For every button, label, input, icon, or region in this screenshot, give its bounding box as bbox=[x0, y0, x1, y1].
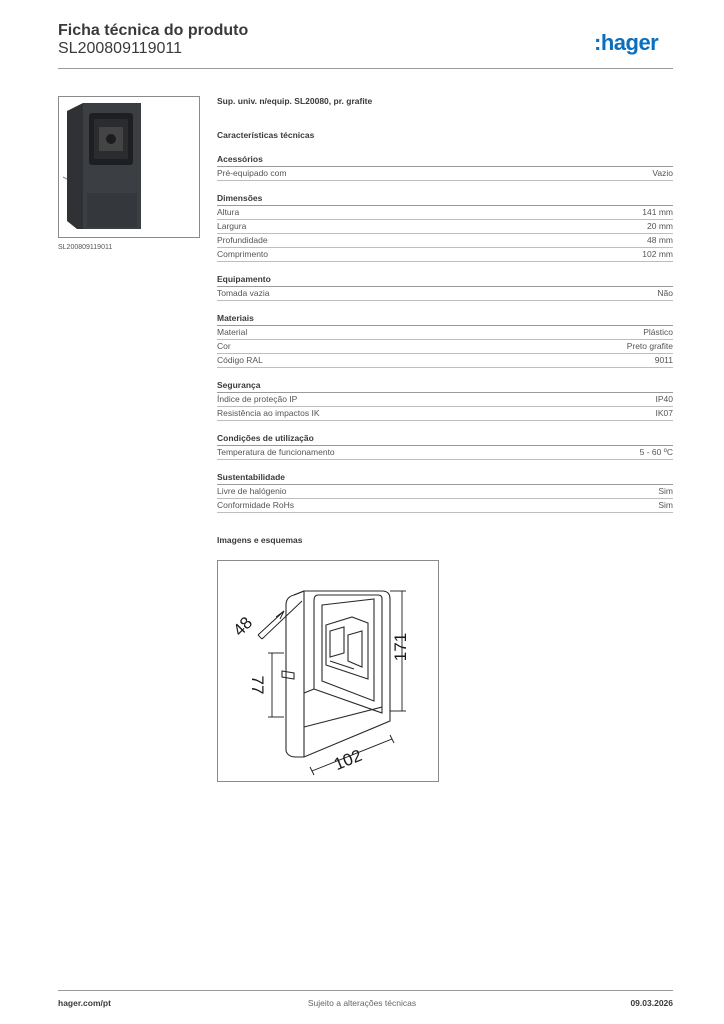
spec-row bbox=[217, 326, 673, 340]
footer-divider bbox=[58, 990, 673, 991]
spec-row bbox=[217, 220, 673, 234]
spec-label: Comprimento bbox=[217, 249, 269, 259]
spec-group bbox=[217, 313, 673, 368]
spec-value: IK07 bbox=[655, 408, 673, 418]
spec-value: Preto grafite bbox=[626, 341, 673, 351]
spec-label: Livre de halógenio bbox=[217, 486, 287, 496]
spec-group bbox=[217, 274, 673, 301]
spec-value: IP40 bbox=[655, 394, 673, 404]
spec-row bbox=[217, 167, 673, 181]
spec-value: Vazio bbox=[652, 168, 673, 178]
spec-label: Índice de proteção IP bbox=[217, 394, 298, 404]
spec-value: Plástico bbox=[643, 327, 673, 337]
specs-heading: Características técnicas bbox=[217, 130, 315, 140]
spec-group bbox=[217, 380, 673, 421]
spec-label: Temperatura de funcionamento bbox=[217, 447, 335, 457]
footer-notice: Sujeito a alterações técnicas bbox=[307, 998, 417, 1008]
product-name: Sup. univ. n/equip. SL20080, pr. grafite bbox=[217, 96, 373, 106]
spec-row bbox=[217, 340, 673, 354]
product-photo-caption: SL200809119011 bbox=[58, 244, 113, 251]
spec-group bbox=[217, 433, 673, 460]
dimension-length-label: 102 bbox=[331, 745, 365, 775]
spec-value: 5 - 60 ºC bbox=[639, 447, 673, 457]
spec-label: Pré-equipado com bbox=[217, 168, 287, 178]
spec-label: Conformidade RoHs bbox=[217, 500, 295, 510]
spec-value: Sim bbox=[658, 500, 673, 510]
product-photo bbox=[58, 96, 200, 238]
dimension-height-label: 171 bbox=[391, 632, 410, 662]
footer-website-link[interactable]: hager.com/pt bbox=[58, 998, 111, 1008]
spec-group-title: Equipamento bbox=[217, 274, 673, 287]
hager-logo bbox=[594, 28, 674, 58]
spec-label: Código RAL bbox=[217, 355, 263, 365]
spec-value: Não bbox=[657, 288, 673, 298]
spec-group bbox=[217, 193, 673, 262]
spec-value: 9011 bbox=[654, 355, 673, 365]
spec-group-title: Dimensões bbox=[217, 193, 673, 206]
spec-value: 141 mm bbox=[642, 207, 673, 217]
dimension-inner-label: 77 bbox=[248, 675, 267, 695]
spec-row bbox=[217, 499, 673, 513]
dimension-drawing-svg bbox=[218, 561, 438, 781]
spec-label: Largura bbox=[217, 221, 247, 231]
spec-row bbox=[217, 393, 673, 407]
spec-row bbox=[217, 446, 673, 460]
hager-logo-text: :hager bbox=[594, 30, 659, 55]
spec-group-title: Sustentabilidade bbox=[217, 472, 673, 485]
spec-groups bbox=[217, 154, 673, 513]
product-photo-illustration bbox=[59, 97, 199, 237]
spec-label: Material bbox=[217, 327, 248, 337]
spec-value: Sim bbox=[658, 486, 673, 496]
header-divider bbox=[58, 68, 673, 69]
spec-label: Cor bbox=[217, 341, 231, 351]
dimension-depth-label: 48 bbox=[229, 613, 257, 640]
spec-label: Profundidade bbox=[217, 235, 268, 245]
spec-row bbox=[217, 287, 673, 301]
spec-label: Altura bbox=[217, 207, 240, 217]
dimension-drawing bbox=[217, 560, 439, 782]
footer-date: 09.03.2026 bbox=[630, 998, 673, 1008]
spec-label: Resistência ao impactos IK bbox=[217, 408, 320, 418]
spec-group bbox=[217, 472, 673, 513]
product-code: SL200809119011 bbox=[58, 40, 182, 57]
spec-group-title: Segurança bbox=[217, 380, 673, 393]
spec-row bbox=[217, 354, 673, 368]
spec-row bbox=[217, 206, 673, 220]
spec-content bbox=[217, 96, 673, 547]
spec-label: Tomada vazia bbox=[217, 288, 270, 298]
spec-row bbox=[217, 485, 673, 499]
spec-value: 20 mm bbox=[647, 221, 673, 231]
page-title: Ficha técnica do produto bbox=[58, 22, 249, 39]
spec-value: 48 mm bbox=[647, 235, 673, 245]
spec-row bbox=[217, 248, 673, 262]
spec-group-title: Condições de utilização bbox=[217, 433, 673, 446]
spec-value: 102 mm bbox=[642, 249, 673, 259]
images-heading: Imagens e esquemas bbox=[217, 535, 303, 545]
spec-group-title: Acessórios bbox=[217, 154, 673, 167]
spec-row bbox=[217, 407, 673, 421]
spec-group-title: Materiais bbox=[217, 313, 673, 326]
spec-row bbox=[217, 234, 673, 248]
spec-group bbox=[217, 154, 673, 181]
